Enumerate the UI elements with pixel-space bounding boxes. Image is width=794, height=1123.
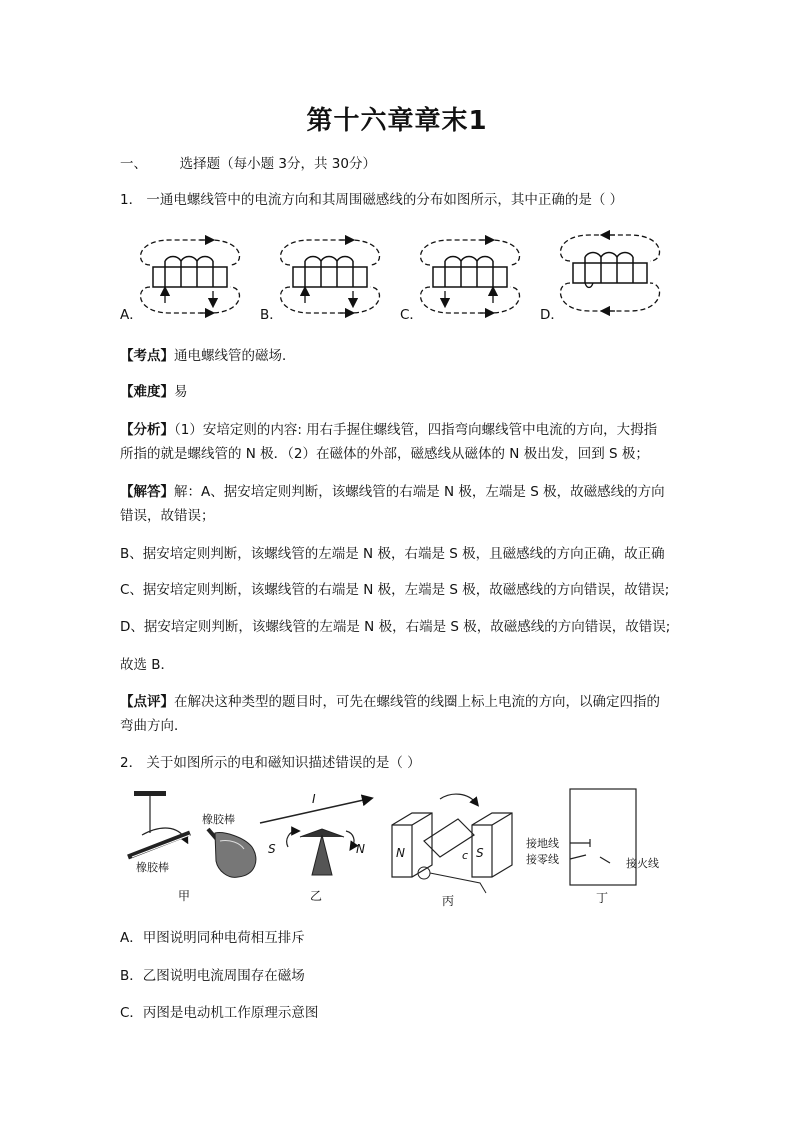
q1-dianping-line2: 弯曲方向． — [120, 718, 188, 734]
bing-label: 丙 — [442, 894, 455, 908]
figure-jia — [128, 791, 256, 903]
nandu-text: 易 — [174, 384, 188, 400]
q1-option-b: B． — [260, 307, 283, 323]
section-text: 选择题（每小题 3分，共 30分） — [179, 156, 376, 172]
yi-label: 乙 — [310, 889, 323, 903]
q1-option-c: C． — [400, 307, 423, 323]
jieda-text-1: 解：A、据安培定则判断，该螺线管的右端是 N 极，左端是 S 极，故磁感线的方向 — [174, 484, 665, 500]
figure-yi — [260, 792, 368, 903]
q2-option-b: B．乙图说明电流周围存在磁场 — [120, 968, 305, 984]
fenxi-text-1: （1）安培定则的内容: 用右手握住螺线管，四指弯向螺线管中电流的方向，大拇指 — [174, 422, 658, 438]
q1-stem: 1． 一通电螺线管中的电流方向和其周围磁感线的分布如图所示，其中正确的是（ ） — [120, 192, 624, 208]
q1-line-c: C、据安培定则判断，该螺线管的右端是 N 极，左端是 S 极，故磁感线的方向错误，故错误; — [120, 582, 670, 598]
q1-line-d: D、据安培定则判断，该螺线管的左端是 N 极，右端是 S 极，故磁感线的方向错误，故错误; — [120, 619, 671, 635]
yi-s-label: S — [268, 842, 276, 856]
page-title: 第十六章章末1 — [306, 106, 488, 136]
figure-ding — [526, 789, 659, 905]
bing-c-label: c — [462, 849, 469, 862]
q1-jieda-line1 — [120, 482, 665, 502]
solenoid-b — [280, 240, 379, 313]
q1-answer: 故选 B． — [120, 657, 175, 673]
q1-fenxi-line1 — [120, 420, 657, 440]
solenoid-d — [560, 235, 659, 311]
q1-jieda-line2: 错误，故错误； — [120, 508, 215, 524]
section-number: 一、 — [120, 156, 147, 172]
q1-solenoid-figures — [115, 225, 675, 325]
jia-label: 甲 — [178, 889, 191, 903]
bing-magnet-n: N — [396, 846, 405, 860]
q1-fenxi-line2: 所指的就是螺线管的 N 极．（2）在磁体的外部，磁感线从磁体的 N 极出发，回到 S 极； — [120, 446, 649, 462]
section-header — [120, 154, 376, 174]
dianping-tag: 【点评】 — [120, 694, 174, 710]
dianping-text-1: 在解决这种类型的题目时，可先在螺线管的线圈上标上电流的方向，以确定四指的 — [174, 694, 660, 710]
fenxi-tag: 【分析】 — [120, 422, 174, 438]
current-label: I — [312, 792, 316, 806]
jieda-tag: 【解答】 — [120, 484, 174, 500]
nandu-tag: 【难度】 — [120, 384, 174, 400]
kaodian-tag: 【考点】 — [120, 348, 174, 364]
q1-option-d: D． — [540, 307, 564, 323]
bing-magnet-s: S — [476, 846, 484, 860]
q1-option-a: A． — [120, 307, 143, 323]
jia-rod-bottom-label: 橡胶棒 — [136, 861, 169, 874]
q1-dianping-line1 — [120, 692, 660, 712]
q1-kaodian — [120, 346, 296, 366]
jia-rod-top-label: 橡胶棒 — [202, 813, 235, 826]
q2-stem: 2． 关于如图所示的电和磁知识描述错误的是（ ） — [120, 755, 421, 771]
q2-figures — [120, 785, 690, 910]
q1-line-b: B、据安培定则判断，该螺线管的左端是 N 极，右端是 S 极，且磁感线的方向正确，故正确 — [120, 546, 665, 562]
solenoid-c — [420, 240, 519, 313]
ground-wire-label: 接地线 — [526, 837, 559, 850]
kaodian-text: 通电螺线管的磁场． — [174, 348, 296, 364]
figure-bing — [392, 794, 512, 908]
live-wire-label: 接火线 — [626, 857, 659, 870]
solenoid-a — [140, 240, 239, 313]
yi-n-label: N — [356, 842, 365, 856]
q2-option-a: A．甲图说明同种电荷相互排斥 — [120, 930, 305, 946]
neutral-wire-label: 接零线 — [526, 853, 559, 866]
q1-nandu — [120, 382, 188, 402]
q2-option-c: C．丙图是电动机工作原理示意图 — [120, 1005, 319, 1021]
ding-label: 丁 — [596, 891, 609, 905]
